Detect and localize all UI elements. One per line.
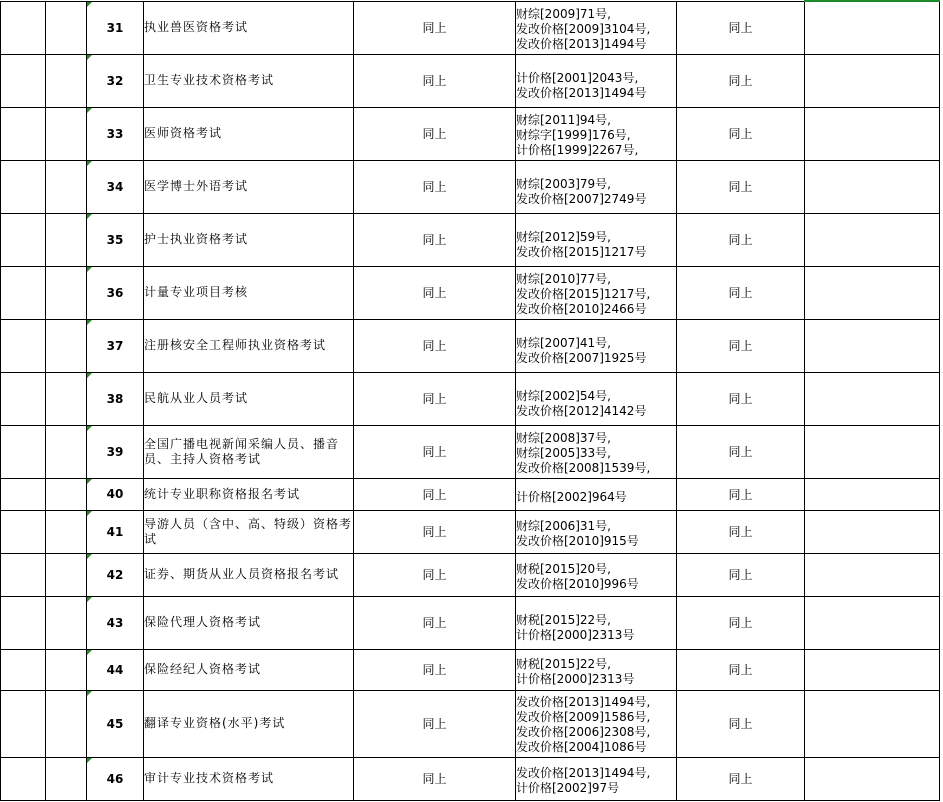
- row-number-cell[interactable]: [87, 690, 144, 757]
- row-number: 39: [106, 444, 124, 459]
- standard-cell[interactable]: 同上: [677, 649, 805, 690]
- document-reference: 发改价格[2009]1586号,: [516, 709, 651, 724]
- document-reference: 发改价格[2010]996号: [516, 577, 639, 591]
- row-number-cell[interactable]: [87, 266, 144, 319]
- blank-cell[interactable]: [805, 478, 940, 510]
- document-basis-cell[interactable]: [516, 757, 677, 800]
- department-cell[interactable]: 同上: [354, 757, 516, 800]
- row-number-cell[interactable]: [87, 553, 144, 596]
- comment-indicator-icon: [87, 373, 92, 378]
- row-number: 38: [106, 391, 124, 406]
- blank-cell[interactable]: [1, 160, 46, 213]
- exam-name-cell[interactable]: 翻译专业资格(水平)考试: [144, 690, 354, 757]
- row-number: 41: [106, 524, 124, 539]
- row-number-cell[interactable]: [87, 510, 144, 553]
- blank-cell[interactable]: [805, 510, 940, 553]
- document-reference: 发改价格[2007]2749号: [516, 191, 647, 206]
- blank-cell[interactable]: [46, 596, 87, 649]
- table-row: [1, 649, 940, 690]
- table-row: [1, 510, 940, 553]
- standard-cell[interactable]: 同上: [677, 553, 805, 596]
- comment-indicator-icon: [87, 320, 92, 325]
- comment-indicator-icon: [87, 511, 92, 516]
- blank-cell[interactable]: [805, 266, 940, 319]
- department-cell[interactable]: 同上: [354, 160, 516, 213]
- document-reference: 财综[2005]33号,: [516, 445, 611, 460]
- document-reference: 发改价格[2007]1925号: [516, 350, 647, 365]
- exam-name-cell[interactable]: 医师资格考试: [144, 107, 354, 160]
- exam-name-cell[interactable]: 全国广播电视新闻采编人员、播音员、主持人资格考试: [144, 425, 354, 478]
- document-reference: 财综[2003]79号,: [516, 176, 611, 191]
- blank-cell[interactable]: [46, 107, 87, 160]
- table-row: [1, 425, 940, 478]
- blank-cell[interactable]: [805, 319, 940, 372]
- document-reference: 财综[2010]77号,: [516, 271, 611, 286]
- blank-cell[interactable]: [46, 553, 87, 596]
- exam-name-cell[interactable]: 民航从业人员考试: [144, 372, 354, 425]
- blank-cell[interactable]: [46, 690, 87, 757]
- document-reference: 发改价格[2009]3104号,: [516, 21, 651, 36]
- blank-cell[interactable]: [46, 266, 87, 319]
- row-number: 33: [106, 126, 124, 141]
- standard-cell[interactable]: 同上: [677, 510, 805, 553]
- document-reference: 发改价格[2006]2308号,: [516, 724, 651, 739]
- row-number: 46: [106, 771, 124, 786]
- table-row: [1, 319, 940, 372]
- blank-cell[interactable]: [805, 1, 940, 54]
- standard-cell[interactable]: 同上: [677, 107, 805, 160]
- document-basis-cell[interactable]: [516, 510, 677, 553]
- exam-name-cell[interactable]: 注册核安全工程师执业资格考试: [144, 319, 354, 372]
- document-reference: 发改价格[2015]1217号,: [516, 286, 651, 301]
- row-number-cell[interactable]: [87, 213, 144, 266]
- department-cell[interactable]: 同上: [354, 649, 516, 690]
- row-number: 32: [106, 73, 124, 88]
- document-basis-cell[interactable]: [516, 213, 677, 266]
- standard-cell[interactable]: 同上: [677, 213, 805, 266]
- blank-cell[interactable]: [805, 107, 940, 160]
- row-number: 34: [106, 179, 124, 194]
- document-basis-cell[interactable]: [516, 160, 677, 213]
- comment-indicator-icon: [87, 426, 92, 431]
- blank-cell[interactable]: [1, 596, 46, 649]
- document-reference: 财税[2015]22号,: [516, 656, 611, 671]
- document-reference: 计价格[2002]964号: [516, 490, 627, 504]
- department-cell[interactable]: 同上: [354, 478, 516, 510]
- blank-cell[interactable]: [1, 553, 46, 596]
- row-number: 45: [106, 716, 124, 731]
- blank-cell[interactable]: [805, 553, 940, 596]
- document-reference: 计价格[2000]2313号: [516, 627, 635, 642]
- table-row: [1, 372, 940, 425]
- comment-indicator-icon: [87, 55, 92, 60]
- document-basis-cell[interactable]: [516, 553, 677, 596]
- exam-name-cell[interactable]: 护士执业资格考试: [144, 213, 354, 266]
- comment-indicator-icon: [87, 267, 92, 272]
- blank-cell[interactable]: [1, 649, 46, 690]
- comment-indicator-icon: [87, 214, 92, 219]
- department-cell[interactable]: 同上: [354, 510, 516, 553]
- blank-cell[interactable]: [1, 478, 46, 510]
- blank-cell[interactable]: [1, 266, 46, 319]
- blank-cell[interactable]: [1, 319, 46, 372]
- exam-name-cell[interactable]: 审计专业技术资格考试: [144, 757, 354, 800]
- table-row: [1, 107, 940, 160]
- blank-cell[interactable]: [1, 54, 46, 107]
- document-reference: 财综[2012]59号,: [516, 229, 611, 244]
- exam-name-cell[interactable]: 医学博士外语考试: [144, 160, 354, 213]
- department-cell[interactable]: 同上: [354, 372, 516, 425]
- document-reference: 财综[2008]37号,: [516, 430, 611, 445]
- document-reference: 财综字[1999]176号,: [516, 127, 631, 142]
- blank-cell[interactable]: [805, 757, 940, 800]
- exam-name-cell[interactable]: 卫生专业技术资格考试: [144, 54, 354, 107]
- table-row: [1, 266, 940, 319]
- department-cell[interactable]: 同上: [354, 107, 516, 160]
- department-cell[interactable]: 同上: [354, 54, 516, 107]
- document-basis-cell[interactable]: [516, 478, 677, 510]
- blank-cell[interactable]: [46, 372, 87, 425]
- document-reference: 发改价格[2013]1494号: [516, 36, 647, 51]
- blank-cell[interactable]: [46, 478, 87, 510]
- table-body: [1, 1, 940, 800]
- blank-cell[interactable]: [805, 425, 940, 478]
- blank-cell[interactable]: [46, 757, 87, 800]
- blank-cell[interactable]: [46, 510, 87, 553]
- table-row: [1, 160, 940, 213]
- document-reference: 财税[2015]20号,: [516, 562, 611, 576]
- blank-cell[interactable]: [46, 425, 87, 478]
- row-number-cell[interactable]: [87, 319, 144, 372]
- document-reference: 财综[2007]41号,: [516, 335, 611, 350]
- blank-cell[interactable]: [1, 690, 46, 757]
- document-basis-cell[interactable]: [516, 372, 677, 425]
- exam-name-cell[interactable]: 统计专业职称资格报名考试: [144, 478, 354, 510]
- document-basis-cell[interactable]: [516, 690, 677, 757]
- standard-cell[interactable]: 同上: [677, 478, 805, 510]
- department-cell[interactable]: 同上: [354, 425, 516, 478]
- row-number-cell[interactable]: [87, 596, 144, 649]
- comment-indicator-icon: [87, 2, 92, 7]
- blank-cell[interactable]: [805, 372, 940, 425]
- blank-cell[interactable]: [1, 372, 46, 425]
- row-number: 31: [106, 20, 124, 35]
- blank-cell[interactable]: [1, 510, 46, 553]
- department-cell[interactable]: 同上: [354, 553, 516, 596]
- standard-cell[interactable]: 同上: [677, 1, 805, 54]
- blank-cell[interactable]: [46, 1, 87, 54]
- exam-name-cell[interactable]: 保险代理人资格考试: [144, 596, 354, 649]
- document-reference: 财综[2011]94号,: [516, 112, 611, 127]
- blank-cell[interactable]: [1, 213, 46, 266]
- standard-cell[interactable]: 同上: [677, 54, 805, 107]
- document-reference: 财税[2015]22号,: [516, 612, 611, 627]
- table-row: [1, 690, 940, 757]
- table-row: [1, 596, 940, 649]
- document-reference: 计价格[2000]2313号: [516, 671, 635, 686]
- blank-cell[interactable]: [805, 54, 940, 107]
- blank-cell[interactable]: [1, 425, 46, 478]
- comment-indicator-icon: [87, 479, 92, 484]
- standard-cell[interactable]: 同上: [677, 160, 805, 213]
- table-row: [1, 478, 940, 510]
- blank-cell[interactable]: [46, 54, 87, 107]
- row-number: 42: [106, 567, 124, 582]
- document-basis-cell[interactable]: [516, 425, 677, 478]
- document-reference: 计价格[1999]2267号,: [516, 142, 639, 157]
- document-reference: 发改价格[2013]1494号,: [516, 766, 651, 780]
- row-number: 36: [106, 285, 124, 300]
- row-number-cell[interactable]: [87, 160, 144, 213]
- row-number: 35: [106, 232, 124, 247]
- comment-indicator-icon: [87, 691, 92, 696]
- row-number-cell[interactable]: [87, 1, 144, 54]
- document-reference: 计价格[2002]97号: [516, 781, 620, 795]
- standard-cell[interactable]: 同上: [677, 596, 805, 649]
- document-reference: 财综[2002]54号,: [516, 388, 611, 403]
- table-row: [1, 213, 940, 266]
- document-reference: 发改价格[2010]2466号: [516, 301, 647, 316]
- row-number-cell[interactable]: [87, 649, 144, 690]
- row-number: 43: [106, 615, 124, 630]
- document-basis-cell[interactable]: [516, 1, 677, 54]
- standard-cell[interactable]: 同上: [677, 372, 805, 425]
- row-number: 40: [106, 487, 124, 501]
- document-basis-cell[interactable]: [516, 319, 677, 372]
- document-reference: 发改价格[2012]4142号: [516, 403, 647, 418]
- blank-cell[interactable]: [805, 649, 940, 690]
- blank-cell[interactable]: [1, 757, 46, 800]
- exam-name-cell[interactable]: 保险经纪人资格考试: [144, 649, 354, 690]
- document-reference: 财综[2006]31号,: [516, 519, 611, 533]
- department-cell[interactable]: 同上: [354, 596, 516, 649]
- document-reference: 财综[2009]71号,: [516, 6, 611, 21]
- row-number-cell[interactable]: [87, 478, 144, 510]
- comment-indicator-icon: [87, 650, 92, 655]
- row-number-cell[interactable]: [87, 54, 144, 107]
- department-cell[interactable]: 同上: [354, 266, 516, 319]
- document-basis-cell[interactable]: [516, 54, 677, 107]
- standard-cell[interactable]: 同上: [677, 690, 805, 757]
- document-reference: 发改价格[2008]1539号,: [516, 460, 651, 475]
- blank-cell[interactable]: [46, 213, 87, 266]
- exam-name-cell[interactable]: 执业兽医资格考试: [144, 1, 354, 54]
- exam-name-cell[interactable]: 导游人员（含中、高、特级）资格考试: [144, 510, 354, 553]
- document-reference: 计价格[2001]2043号,: [516, 70, 639, 85]
- blank-cell[interactable]: [46, 160, 87, 213]
- document-reference: 发改价格[2004]1086号: [516, 739, 647, 754]
- department-cell[interactable]: 同上: [354, 319, 516, 372]
- comment-indicator-icon: [87, 108, 92, 113]
- blank-cell[interactable]: [46, 319, 87, 372]
- blank-cell[interactable]: [1, 107, 46, 160]
- department-cell[interactable]: 同上: [354, 1, 516, 54]
- table-row: [1, 54, 940, 107]
- standard-cell[interactable]: 同上: [677, 319, 805, 372]
- document-reference: 发改价格[2013]1494号,: [516, 694, 651, 709]
- standard-cell[interactable]: 同上: [677, 757, 805, 800]
- document-reference: 发改价格[2015]1217号: [516, 244, 647, 259]
- table-row: [1, 757, 940, 800]
- row-number-cell[interactable]: [87, 757, 144, 800]
- document-basis-cell[interactable]: [516, 107, 677, 160]
- blank-cell[interactable]: [46, 649, 87, 690]
- row-number-cell[interactable]: [87, 425, 144, 478]
- document-basis-cell[interactable]: [516, 266, 677, 319]
- comment-indicator-icon: [87, 161, 92, 166]
- department-cell[interactable]: 同上: [354, 213, 516, 266]
- table-row: [1, 1, 940, 54]
- exam-name-cell[interactable]: 证券、期货从业人员资格报名考试: [144, 553, 354, 596]
- blank-cell[interactable]: [805, 213, 940, 266]
- comment-indicator-icon: [87, 758, 92, 763]
- comment-indicator-icon: [87, 554, 92, 559]
- blank-cell[interactable]: [805, 596, 940, 649]
- row-number-cell[interactable]: [87, 372, 144, 425]
- document-reference: 发改价格[2013]1494号: [516, 85, 647, 100]
- exam-name-cell[interactable]: 计量专业项目考核: [144, 266, 354, 319]
- row-number: 44: [106, 662, 124, 677]
- row-number: 37: [106, 338, 124, 353]
- document-basis-cell[interactable]: [516, 596, 677, 649]
- comment-indicator-icon: [87, 597, 92, 602]
- blank-cell[interactable]: [805, 690, 940, 757]
- department-cell[interactable]: 同上: [354, 690, 516, 757]
- blank-cell[interactable]: [1, 1, 46, 54]
- document-basis-cell[interactable]: [516, 649, 677, 690]
- standard-cell[interactable]: 同上: [677, 425, 805, 478]
- row-number-cell[interactable]: [87, 107, 144, 160]
- table-row: [1, 553, 940, 596]
- blank-cell[interactable]: [805, 160, 940, 213]
- standard-cell[interactable]: 同上: [677, 266, 805, 319]
- document-reference: 发改价格[2010]915号: [516, 534, 639, 548]
